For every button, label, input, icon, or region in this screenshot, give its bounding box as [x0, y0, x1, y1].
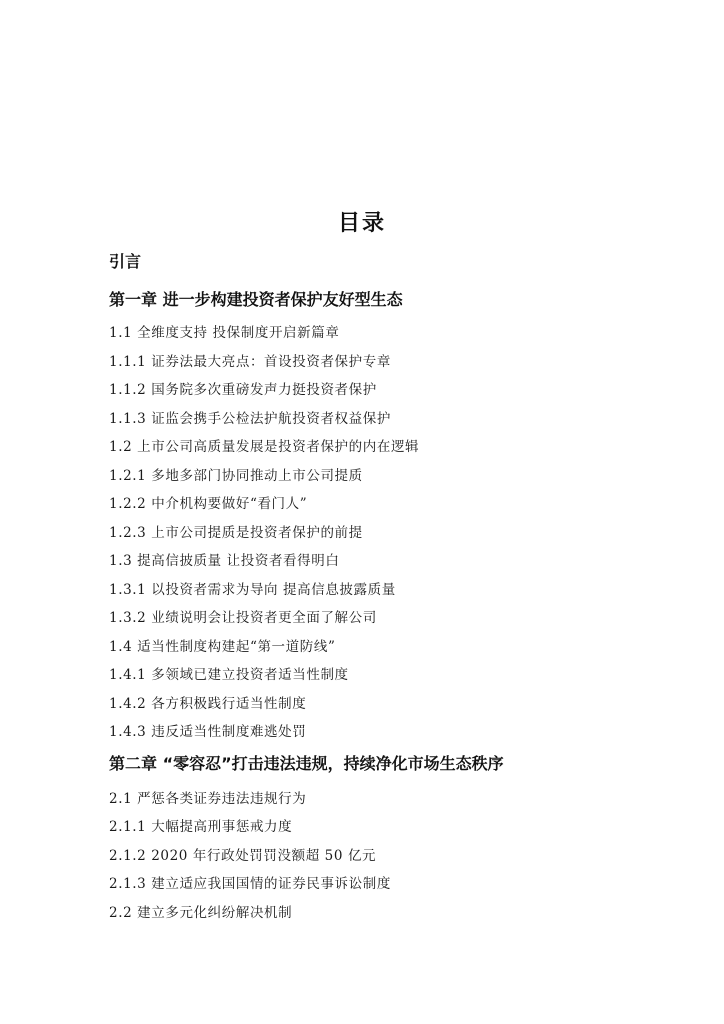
toc-entry-section: 2.1 严惩各类证券违法违规行为 — [109, 791, 307, 807]
toc-entry-section: 2.1.1 大幅提高刑事惩戒力度 — [109, 819, 293, 835]
toc-entry-chapter: 第二章 “零容忍”打击违法违规，持续净化市场生态秩序 — [109, 754, 504, 773]
toc-entry-section: 1.2 上市公司高质量发展是投资者保护的内在逻辑 — [109, 439, 420, 455]
toc-entry-section: 2.2 建立多元化纠纷解决机制 — [109, 905, 293, 921]
toc-entry-section: 1.3 提高信披质量 让投资者看得明白 — [109, 553, 340, 569]
toc-entry-section: 1.3.2 业绩说明会让投资者更全面了解公司 — [109, 610, 377, 626]
toc-entry-section: 1.1 全维度支持 投保制度开启新篇章 — [109, 325, 340, 341]
toc-entry-section: 2.1.2 2020 年行政处罚罚没额超 50 亿元 — [109, 848, 377, 864]
toc-entry-chapter: 第一章 进一步构建投资者保护友好型生态 — [109, 290, 403, 309]
toc-entry-section: 1.1.1 证券法最大亮点：首设投资者保护专章 — [109, 354, 391, 370]
page-title: 目录 — [337, 211, 386, 236]
toc-entry-section: 1.4 适当性制度构建起“第一道防线” — [109, 639, 336, 655]
toc-entry-section: 1.2.1 多地多部门协同推动上市公司提质 — [109, 468, 363, 484]
toc-entry-section: 2.1.3 建立适应我国国情的证券民事诉讼制度 — [109, 876, 391, 892]
toc-entry-intro: 引言 — [109, 252, 142, 271]
toc-entry-section: 1.2.3 上市公司提质是投资者保护的前提 — [109, 525, 363, 541]
toc-entry-section: 1.4.3 违反适当性制度难逃处罚 — [109, 724, 307, 740]
toc-entry-section: 1.4.1 多领域已建立投资者适当性制度 — [109, 667, 349, 683]
toc-entry-section: 1.2.2 中介机构要做好“看门人” — [109, 496, 308, 512]
toc-entry-section: 1.1.2 国务院多次重磅发声力挺投资者保护 — [109, 382, 377, 398]
toc-entry-section: 1.3.1 以投资者需求为导向 提高信息披露质量 — [109, 582, 396, 598]
toc-entry-section: 1.1.3 证监会携手公检法护航投资者权益保护 — [109, 411, 391, 427]
toc-entry-section: 1.4.2 各方积极践行适当性制度 — [109, 696, 307, 712]
